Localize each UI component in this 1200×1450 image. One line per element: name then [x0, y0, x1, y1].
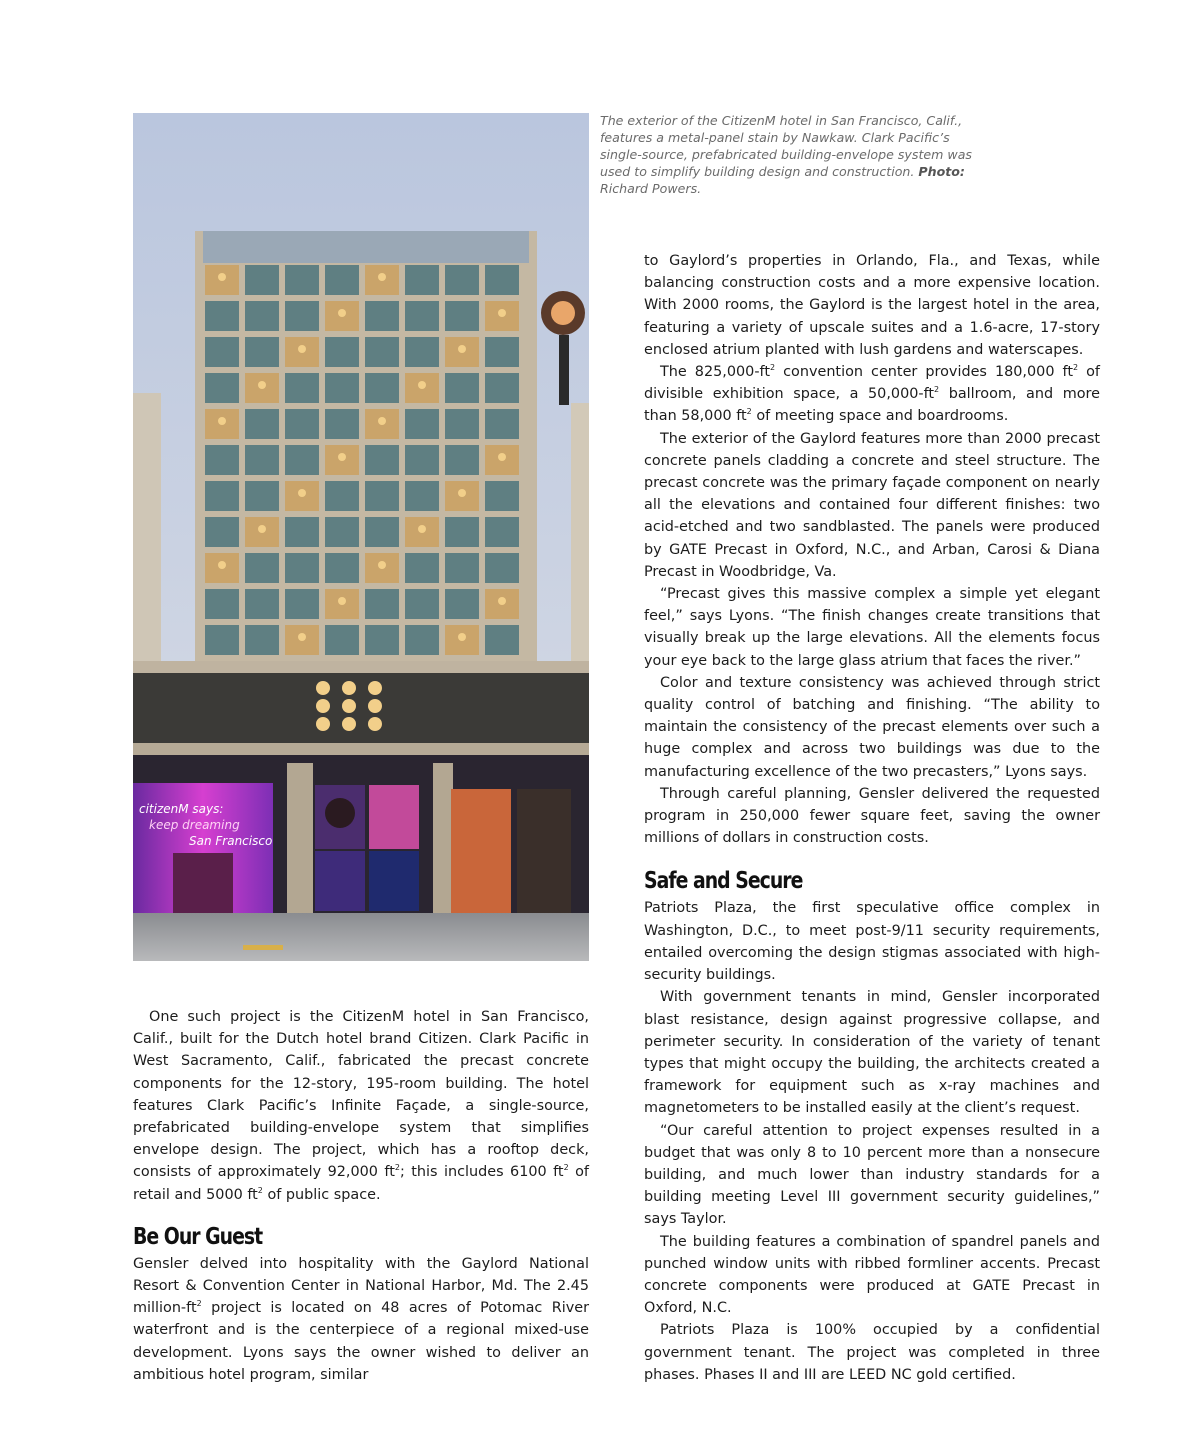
paragraph: The exterior of the Gaylord features more than 2000 precast concrete panels cladding a concrete and steel structure. The precast concrete was the primary façade component on nearly all the elevations and contained four different finishes: two acid-etched and two sandblasted. The panels were produced by GATE Precast in Oxford, N.C., and Arban, Carosi & Diana Precast in Woodbridge, Va.: [644, 430, 1100, 580]
paragraph: The $825,000-ft^2$ convention center provides 180,000 $ft^2$ of divisible exhibition space, a $50,000-ft^2$ ballroom, and more than 58,000 $ft^2$ of meeting space and boardrooms.: [644, 363, 1100, 425]
window: [405, 589, 439, 619]
window-light: [458, 345, 466, 353]
window: [325, 481, 359, 511]
window: [245, 553, 279, 583]
window: [245, 409, 279, 439]
paragraph: Gensler delved into hospitality with the Gaylord National Resort & Convention Center in National Harbor, Md. The 2.45 million-$ft^2$ project is located on 48 acres of Potomac River waterfront and is the centerpiece of a regional mixed-use development. Lyons says the owner wished to deliver an ambitious hotel program, similar: [133, 1255, 589, 1383]
window: [365, 337, 399, 367]
sign-line-3: San Francisco: [189, 834, 273, 848]
window: [405, 625, 439, 655]
window: [405, 445, 439, 475]
paragraph: Through careful planning, Gensler delivered the requested program in 250,000 fewer square feet, saving the owner millions of dollars in construction costs.: [644, 785, 1100, 847]
window: [205, 337, 239, 367]
window: [445, 553, 479, 583]
window: [485, 409, 519, 439]
pendant-light: [368, 699, 382, 713]
window-light: [418, 381, 426, 389]
window: [325, 625, 359, 655]
window: [325, 265, 359, 295]
window: [245, 337, 279, 367]
window: [405, 481, 439, 511]
window: [285, 589, 319, 619]
rooftop-railing: [203, 231, 529, 263]
window: [205, 445, 239, 475]
pendant-light: [342, 681, 356, 695]
paragraph: Color and texture consistency was achieved through strict quality control of batching and finishing. “The ability to maintain the consistency of the precast elements over such a huge complex and across two buildings was due to the manufacturing excellence of the two precasters,” Lyons says.: [644, 674, 1100, 780]
window: [405, 301, 439, 331]
window: [245, 265, 279, 295]
window: [365, 445, 399, 475]
window: [365, 373, 399, 403]
caption-text: The exterior of the CitizenM hotel in San Francisco, Calif., features a metal-panel stain by Nawkaw. Clark Pacific’s single-source, prefabricated building-envelope system was used to simplify building design and construction.: [600, 113, 972, 179]
column: [433, 763, 453, 913]
pendant-light: [316, 717, 330, 731]
photo-credit-label: Photo:: [918, 164, 965, 179]
window-light: [218, 273, 226, 281]
window: [205, 517, 239, 547]
window: [285, 301, 319, 331]
window: [445, 373, 479, 403]
window: [205, 301, 239, 331]
window: [405, 553, 439, 583]
paragraph: “Precast gives this massive complex a simple yet elegant feel,” says Lyons. “The finish changes create transitions that visually break up the large elevations. All the elements focus your eye back to the large glass atrium that faces the river.”: [644, 586, 1100, 669]
sign-line-1: citizenM says:: [139, 802, 224, 816]
photo-caption: [600, 112, 980, 197]
window: [205, 481, 239, 511]
window-light: [218, 417, 226, 425]
photo-credit-name: Richard Powers.: [600, 181, 702, 196]
window: [245, 625, 279, 655]
window: [285, 409, 319, 439]
window: [245, 481, 279, 511]
window: [205, 589, 239, 619]
window-light: [498, 453, 506, 461]
window-light: [378, 417, 386, 425]
podium-glazing: [133, 673, 589, 745]
window: [245, 301, 279, 331]
window: [485, 517, 519, 547]
paragraph: “Our careful attention to project expenses resulted in a budget that was only 8 to 10 percent more than a nonsecure building, and much lower than industry standards for a building meeting Level III government security guidelines,” says Taylor.: [644, 1122, 1100, 1228]
window: [365, 625, 399, 655]
window-light: [498, 309, 506, 317]
window: [285, 517, 319, 547]
pendant-light: [342, 699, 356, 713]
paragraph: With government tenants in mind, Gensler incorporated blast resistance, design against progressive collapse, and perimeter security. In consideration of the variety of tenant types that might occupy the building, the architects created a framework for equipment such as x-ray machines and magnetometers to be installed easily at the client’s request.: [644, 989, 1100, 1117]
text-poster: [315, 851, 365, 911]
paragraph: One such project is the CitizenM hotel in San Francisco, Calif., built for the Dutch hotel brand Citizen. Clark Pacific in West Sacramento, Calif., fabricated the precast concrete components for the 12-story, 195-room building. The hotel features Clark Pacific’s Infinite Façade, a single-source, prefabricated building-envelope system that simplifies envelope design. The project, which has a rooftop deck, consists of approximately 92,000 $ft^2$; this includes 6100 $ft^2$ of retail and 5000 $ft^2$ of public space.: [133, 1009, 589, 1203]
lobby-entrance: [451, 789, 511, 913]
window-light: [258, 525, 266, 533]
window-light: [218, 561, 226, 569]
section-heading: Safe and Secure: [644, 868, 803, 895]
pendant-light: [316, 681, 330, 695]
window: [485, 625, 519, 655]
window-light: [338, 453, 346, 461]
section-heading: Be Our Guest: [133, 1223, 263, 1250]
window-light: [458, 633, 466, 641]
window: [405, 337, 439, 367]
window: [325, 553, 359, 583]
entrance-door: [173, 853, 233, 913]
window: [325, 409, 359, 439]
window: [445, 589, 479, 619]
pendant-light: [342, 717, 356, 731]
window-light: [258, 381, 266, 389]
window: [325, 517, 359, 547]
hotel-exterior-photo: [133, 113, 589, 961]
window: [485, 481, 519, 511]
window: [245, 589, 279, 619]
pendant-light: [316, 699, 330, 713]
window-light: [298, 633, 306, 641]
window: [485, 553, 519, 583]
canopy: [133, 743, 589, 755]
window-light: [338, 597, 346, 605]
left-column: [133, 1006, 589, 1386]
right-column: [644, 250, 1100, 1386]
window: [325, 337, 359, 367]
window-light: [378, 561, 386, 569]
window: [205, 625, 239, 655]
sidewalk: [133, 913, 589, 961]
window-light: [298, 489, 306, 497]
paragraph: The building features a combination of spandrel panels and punched window units with ribbed formliner accents. Precast concrete components were produced at GATE Precast in Oxford, N.C.: [644, 1233, 1100, 1317]
window: [365, 481, 399, 511]
window: [445, 265, 479, 295]
pendant-light: [368, 717, 382, 731]
window-light: [378, 273, 386, 281]
window-light: [338, 309, 346, 317]
window: [285, 553, 319, 583]
window: [325, 373, 359, 403]
window: [285, 445, 319, 475]
paragraph: to Gaylord’s properties in Orlando, Fla., and Texas, while balancing construction costs and a more expensive location. With 2000 rooms, the Gaylord is the largest hotel in the area, featuring a variety of upscale suites and a 1.6-acre, 17-story enclosed atrium planted with lush gardens and waterscapes.: [644, 253, 1100, 358]
podium-lights: [316, 681, 382, 731]
window-light: [298, 345, 306, 353]
window: [285, 373, 319, 403]
window: [485, 265, 519, 295]
window: [445, 517, 479, 547]
pendant-light: [368, 681, 382, 695]
window: [445, 301, 479, 331]
sign-line-2: keep dreaming: [149, 818, 240, 832]
window: [205, 373, 239, 403]
window: [445, 445, 479, 475]
window: [405, 409, 439, 439]
pink-poster: [369, 785, 419, 849]
podium-cornice: [133, 661, 589, 673]
paragraph: Patriots Plaza, the first speculative office complex in Washington, D.C., to meet post-9/11 security requirements, entailed overcoming the design stigmas associated with high-security buildings.: [644, 900, 1100, 984]
dark-poster: [369, 851, 419, 911]
paragraph: Patriots Plaza is 100% occupied by a confidential government tenant. The project was completed in three phases. Phases II and III are LEED NC gold certified.: [644, 1322, 1100, 1383]
window-light: [498, 597, 506, 605]
window-light: [418, 525, 426, 533]
window: [365, 517, 399, 547]
column: [287, 763, 313, 913]
window-light: [458, 489, 466, 497]
window: [365, 589, 399, 619]
window: [485, 373, 519, 403]
window: [445, 409, 479, 439]
window: [405, 265, 439, 295]
lobby-window: [517, 789, 571, 913]
window: [485, 337, 519, 367]
window: [365, 301, 399, 331]
window: [285, 265, 319, 295]
window: [245, 445, 279, 475]
